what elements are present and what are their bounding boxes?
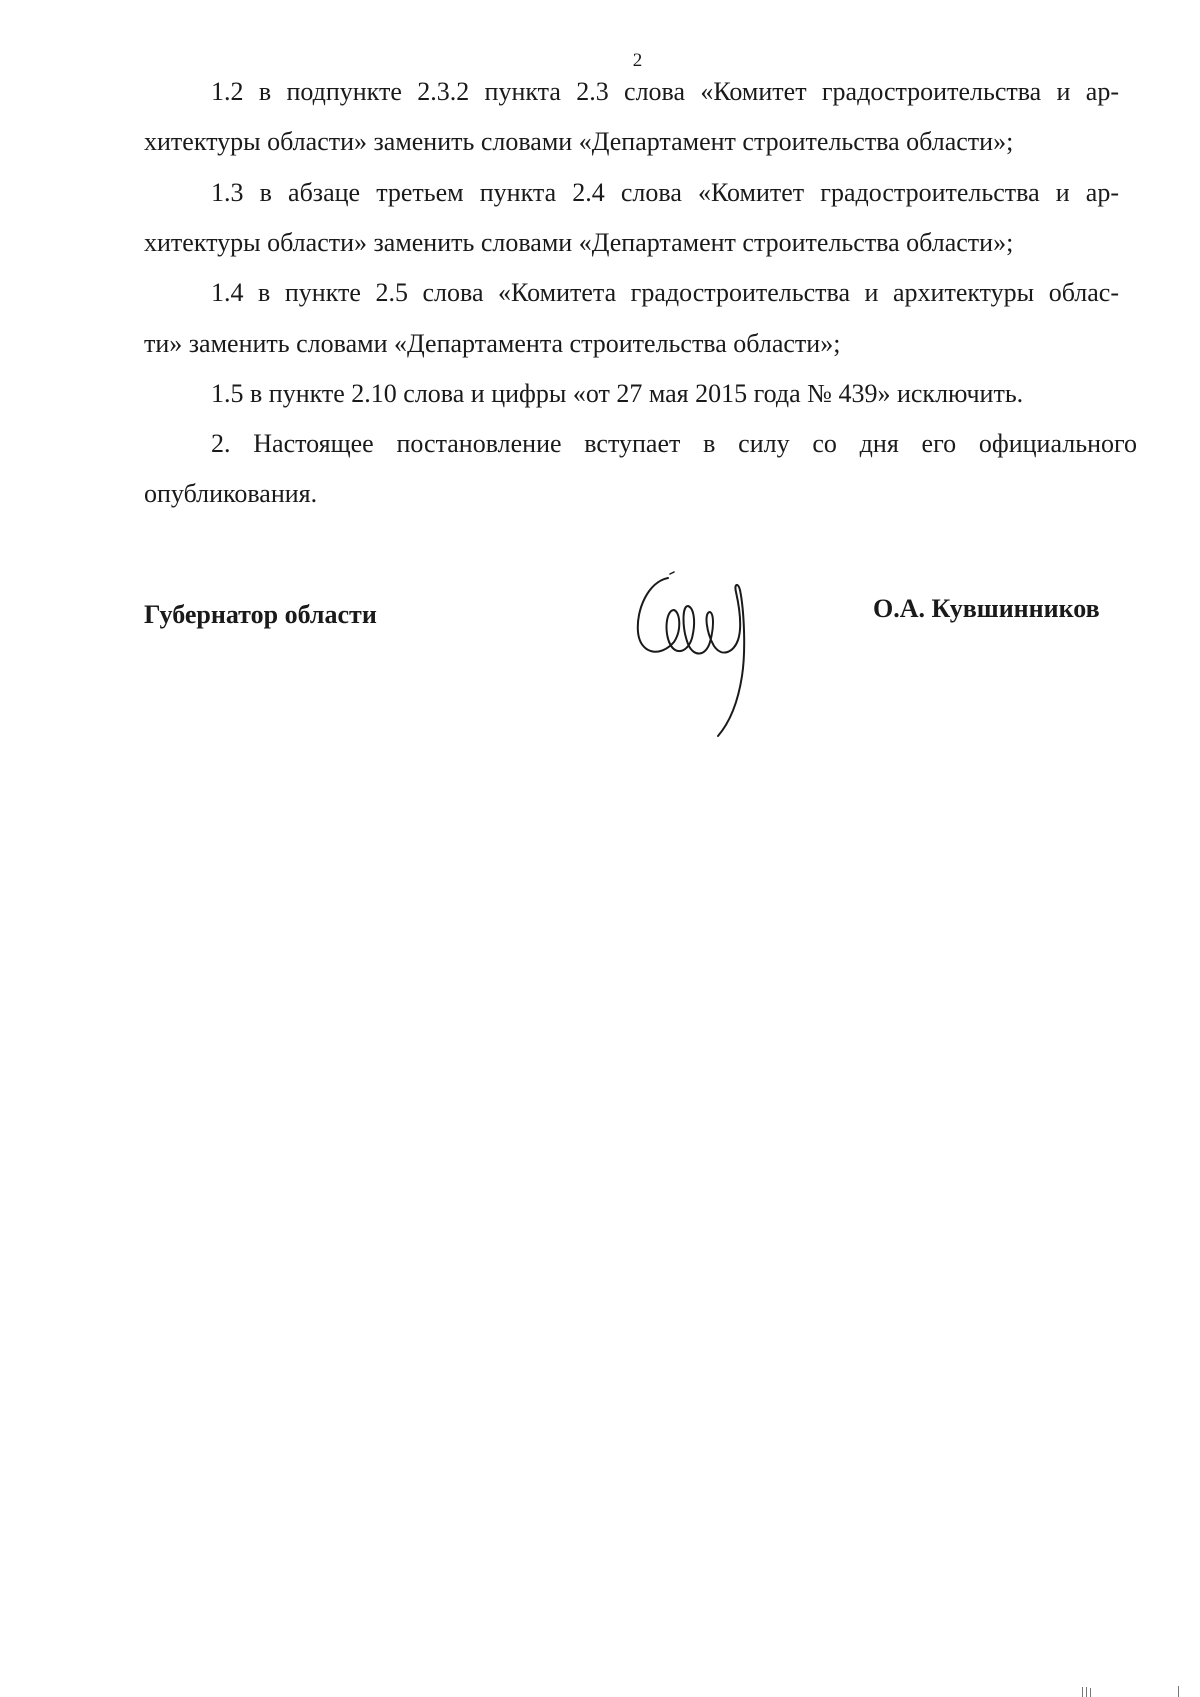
item-1-2-line-2: хитектуры области» заменить словами «Департамент строительства области»; [144, 127, 1014, 156]
item-1-3-line-2: хитектуры области» заменить словами «Департамент строительства области»; [144, 228, 1014, 257]
item-1-5-line-1: 1.5 в пункте 2.10 слова и цифры «от 27 мая 2015 года № 439» исключить. [211, 379, 1024, 408]
scan-mark [1082, 1687, 1083, 1697]
signature-name: О.А. Кувшинников [873, 594, 1100, 623]
page-number: 2 [632, 50, 643, 71]
handwritten-signature-icon [630, 570, 770, 740]
item-2-line-2: опубликования. [144, 479, 318, 508]
scan-mark [1090, 1688, 1091, 1697]
item-1-2-line-1: 1.2 в подпункте 2.3.2 пункта 2.3 слова «Комитет градостроительства и ар- [211, 77, 1119, 106]
item-1-3-line-1: 1.3 в абзаце третьем пункта 2.4 слова «Комитет градостроительства и ар- [211, 178, 1119, 207]
signature-position-title: Губернатор области [144, 600, 377, 629]
item-1-4-line-1: 1.4 в пункте 2.5 слова «Комитета градостроительства и архитектуры облас- [211, 278, 1119, 307]
item-2-line-1: 2. Настоящее постановление вступает в силу со дня его официального [211, 429, 1137, 458]
item-1-4-line-2: ти» заменить словами «Департамента строительства области»; [144, 329, 841, 358]
scan-mark [1086, 1687, 1087, 1697]
scan-mark [1178, 1686, 1179, 1697]
